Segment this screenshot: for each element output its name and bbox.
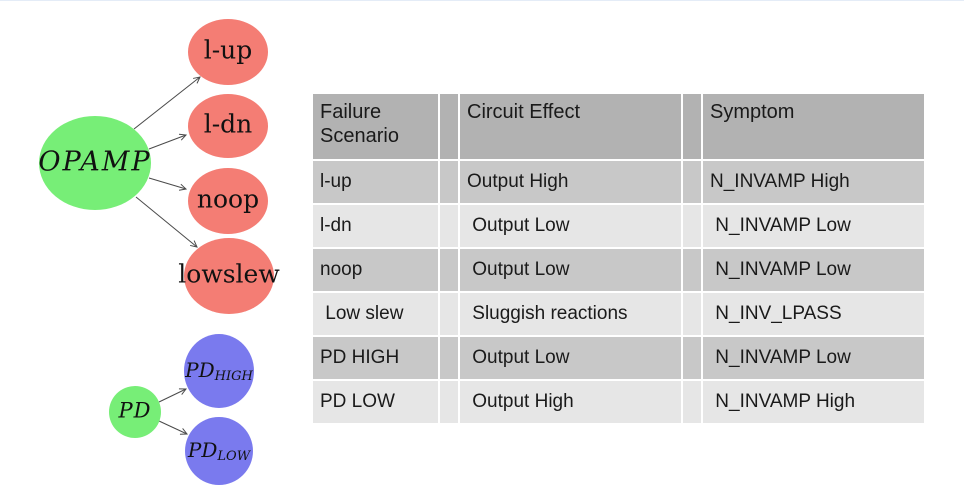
symptom-cell: N_INVAMP Low [703,249,924,291]
table-row [313,161,924,203]
spacer-cell [440,337,458,379]
node-label-pd: PD [118,398,152,423]
spacer-cell [683,161,701,203]
scenario-cell: PD HIGH [313,337,438,379]
edge-opamp-to-lowslew [136,197,197,247]
table-row [313,293,924,335]
column-header: Symptom [703,94,924,159]
spacer-cell [683,249,701,291]
node-label-lowslew: lowslew [178,259,280,289]
edge-pd-to-pd-high [159,389,186,402]
table-row [313,205,924,247]
spacer-cell [440,161,458,203]
scenario-cell: l-up [313,161,438,203]
symptom-cell: N_INVAMP High [703,381,924,423]
symptom-cell: N_INVAMP Low [703,205,924,247]
node-label-pd-low: $PD_{LOW}$ [187,437,251,464]
symptom-cell: N_INV_LPASS [703,293,924,335]
table-body [313,161,924,423]
spacer-cell [440,205,458,247]
effect-cell: Output High [460,161,681,203]
table-row [313,337,924,379]
edge-opamp-to-l-dn [149,135,186,149]
table-row [313,381,924,423]
scenario-cell: Low slew [313,293,438,335]
symptom-cell: N_INVAMP High [703,161,924,203]
scenario-cell: PD LOW [313,381,438,423]
spacer-cell [683,205,701,247]
scenario-cell: l-dn [313,205,438,247]
scenario-cell: noop [313,249,438,291]
spacer-cell [440,249,458,291]
spacer-cell [440,381,458,423]
column-header: Failure Scenario [313,94,438,159]
table-header [313,94,924,159]
node-label-l-dn: l-dn [203,109,253,139]
header-row [313,94,924,159]
edge-pd-to-pd-low [159,421,187,434]
effect-cell: Output Low [460,249,681,291]
failure-table [311,92,926,425]
spacer-cell [683,337,701,379]
effect-cell: Output Low [460,205,681,247]
node-label-pd-high: $PD_{HIGH}$ [185,357,253,384]
table-row [313,249,924,291]
spacer-header-cell [683,94,701,159]
edge-opamp-to-noop [149,178,186,189]
node-label-l-up: l-up [203,35,253,65]
column-header: Circuit Effect [460,94,681,159]
node-label-opamp: OPAMP [38,146,152,178]
diagram-nodes [38,19,280,485]
effect-cell: Sluggish reactions [460,293,681,335]
node-label-noop: noop [196,184,260,214]
spacer-header-cell [440,94,458,159]
symptom-cell: N_INVAMP Low [703,337,924,379]
spacer-cell [683,381,701,423]
effect-cell: Output High [460,381,681,423]
effect-cell: Output Low [460,337,681,379]
fault-tree-diagram [0,0,310,492]
spacer-cell [440,293,458,335]
spacer-cell [683,293,701,335]
